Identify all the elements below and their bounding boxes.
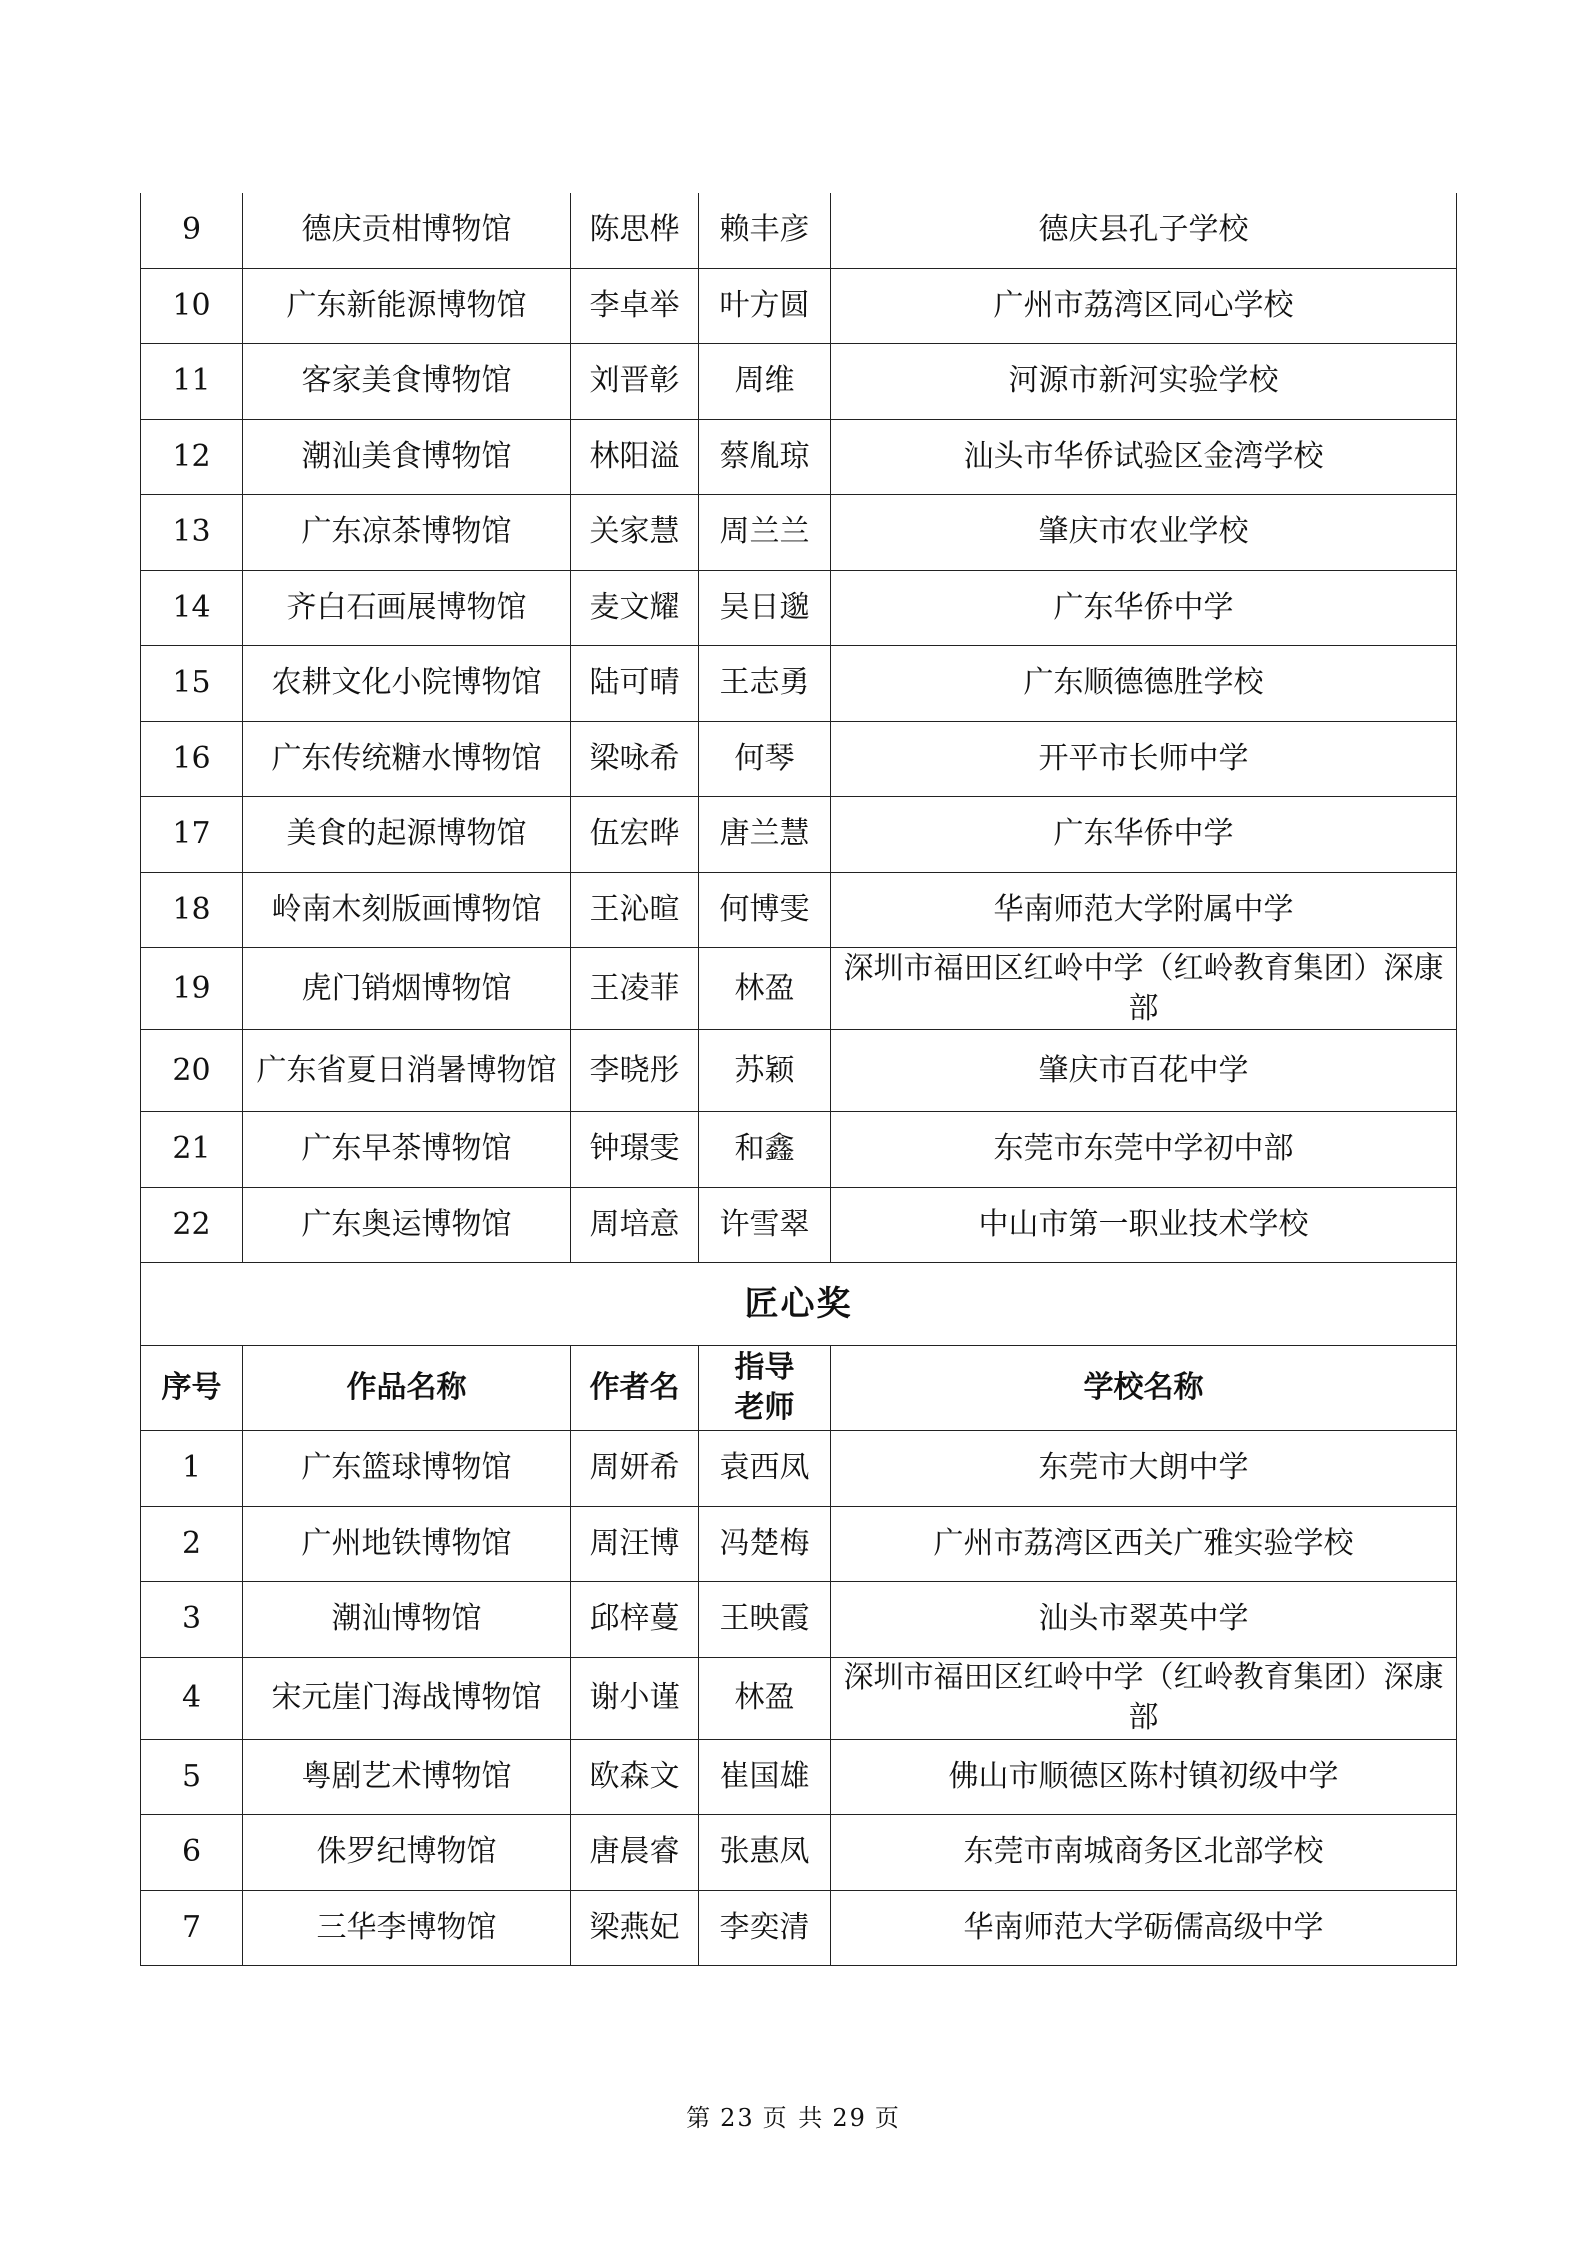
cell-work-title: 广东省夏日消暑博物馆 [243, 1030, 571, 1112]
table-row [141, 570, 1457, 646]
cell-work-title: 客家美食博物馆 [243, 344, 571, 420]
cell-school: 肇庆市农业学校 [831, 495, 1457, 571]
cell-work-title: 广东传统糖水博物馆 [243, 721, 571, 797]
table-row [141, 646, 1457, 722]
cell-number: 17 [141, 797, 243, 873]
cell-teacher: 王志勇 [699, 646, 831, 722]
cell-number: 3 [141, 1582, 243, 1658]
table-row [141, 344, 1457, 420]
table-row [141, 1582, 1457, 1658]
cell-number: 22 [141, 1187, 243, 1263]
table-row [141, 1890, 1457, 1966]
cell-school: 佛山市顺德区陈村镇初级中学 [831, 1739, 1457, 1815]
cell-teacher: 冯楚梅 [699, 1506, 831, 1582]
cell-number: 18 [141, 872, 243, 948]
cell-number: 19 [141, 948, 243, 1030]
table-row [141, 193, 1457, 268]
footer-prefix: 第 [686, 2104, 713, 2132]
cell-teacher: 林盈 [699, 1657, 831, 1739]
cell-teacher: 赖丰彦 [699, 193, 831, 268]
cell-teacher: 李奕清 [699, 1890, 831, 1966]
header-teacher: 指导老师 [699, 1346, 831, 1431]
cell-school: 华南师范大学砺儒高级中学 [831, 1890, 1457, 1966]
cell-school: 中山市第一职业技术学校 [831, 1187, 1457, 1263]
cell-school: 开平市长师中学 [831, 721, 1457, 797]
table-row [141, 721, 1457, 797]
cell-work-title: 齐白石画展博物馆 [243, 570, 571, 646]
cell-work-title: 三华李博物馆 [243, 1890, 571, 1966]
cell-work-title: 宋元崖门海战博物馆 [243, 1657, 571, 1739]
table-row [141, 1739, 1457, 1815]
awards-table-body [141, 193, 1457, 1966]
cell-teacher: 周兰兰 [699, 495, 831, 571]
cell-number: 20 [141, 1030, 243, 1112]
cell-author: 王凌菲 [571, 948, 699, 1030]
cell-number: 7 [141, 1890, 243, 1966]
cell-teacher: 崔国雄 [699, 1739, 831, 1815]
header-author: 作者名 [571, 1346, 699, 1431]
table-row [141, 1112, 1457, 1188]
cell-number: 9 [141, 193, 243, 268]
cell-number: 1 [141, 1431, 243, 1507]
cell-author: 麦文耀 [571, 570, 699, 646]
cell-author: 刘晋彰 [571, 344, 699, 420]
cell-work-title: 广东奥运博物馆 [243, 1187, 571, 1263]
cell-teacher: 和鑫 [699, 1112, 831, 1188]
table-row [141, 872, 1457, 948]
cell-school: 深圳市福田区红岭中学（红岭教育集团）深康部 [831, 1657, 1457, 1739]
cell-school: 广东顺德德胜学校 [831, 646, 1457, 722]
cell-number: 6 [141, 1815, 243, 1891]
cell-teacher: 王映霞 [699, 1582, 831, 1658]
cell-school: 汕头市翠英中学 [831, 1582, 1457, 1658]
cell-author: 关家慧 [571, 495, 699, 571]
cell-author: 梁咏希 [571, 721, 699, 797]
footer-middle: 页 共 [762, 2104, 825, 2132]
cell-school: 深圳市福田区红岭中学（红岭教育集团）深康部 [831, 948, 1457, 1030]
cell-teacher: 张惠凤 [699, 1815, 831, 1891]
cell-work-title: 美食的起源博物馆 [243, 797, 571, 873]
section-title: 匠心奖 [141, 1263, 1457, 1346]
cell-work-title: 岭南木刻版画博物馆 [243, 872, 571, 948]
cell-school: 广东华侨中学 [831, 570, 1457, 646]
cell-author: 欧森文 [571, 1739, 699, 1815]
header-school: 学校名称 [831, 1346, 1457, 1431]
table-row [141, 1431, 1457, 1507]
footer-current-page: 23 [720, 2104, 755, 2132]
cell-work-title: 广东新能源博物馆 [243, 268, 571, 344]
cell-number: 11 [141, 344, 243, 420]
cell-teacher: 吴日邈 [699, 570, 831, 646]
cell-teacher: 许雪翠 [699, 1187, 831, 1263]
table-row [141, 419, 1457, 495]
cell-school: 东莞市南城商务区北部学校 [831, 1815, 1457, 1891]
cell-author: 钟璟雯 [571, 1112, 699, 1188]
cell-number: 5 [141, 1739, 243, 1815]
cell-author: 伍宏晔 [571, 797, 699, 873]
cell-number: 14 [141, 570, 243, 646]
cell-work-title: 侏罗纪博物馆 [243, 1815, 571, 1891]
cell-work-title: 广州地铁博物馆 [243, 1506, 571, 1582]
cell-author: 王沁暄 [571, 872, 699, 948]
cell-author: 陆可晴 [571, 646, 699, 722]
cell-author: 邱梓蔓 [571, 1582, 699, 1658]
cell-teacher: 蔡胤琼 [699, 419, 831, 495]
cell-work-title: 广东凉茶博物馆 [243, 495, 571, 571]
cell-teacher: 叶方圆 [699, 268, 831, 344]
cell-school: 德庆县孔子学校 [831, 193, 1457, 268]
cell-teacher: 林盈 [699, 948, 831, 1030]
cell-school: 华南师范大学附属中学 [831, 872, 1457, 948]
cell-author: 周汪博 [571, 1506, 699, 1582]
table-row [141, 1506, 1457, 1582]
cell-school: 河源市新河实验学校 [831, 344, 1457, 420]
table-row [141, 797, 1457, 873]
cell-number: 15 [141, 646, 243, 722]
cell-work-title: 德庆贡柑博物馆 [243, 193, 571, 268]
cell-number: 13 [141, 495, 243, 571]
footer-suffix: 页 [874, 2104, 901, 2132]
cell-school: 东莞市东莞中学初中部 [831, 1112, 1457, 1188]
table-row [141, 948, 1457, 1030]
cell-number: 10 [141, 268, 243, 344]
cell-number: 16 [141, 721, 243, 797]
cell-author: 林阳溢 [571, 419, 699, 495]
cell-work-title: 广东早茶博物馆 [243, 1112, 571, 1188]
cell-teacher: 何琴 [699, 721, 831, 797]
cell-teacher: 苏颖 [699, 1030, 831, 1112]
cell-work-title: 虎门销烟博物馆 [243, 948, 571, 1030]
cell-number: 4 [141, 1657, 243, 1739]
cell-school: 广州市荔湾区同心学校 [831, 268, 1457, 344]
cell-school: 东莞市大朗中学 [831, 1431, 1457, 1507]
cell-school: 广州市荔湾区西关广雅实验学校 [831, 1506, 1457, 1582]
cell-school: 汕头市华侨试验区金湾学校 [831, 419, 1457, 495]
cell-teacher: 何博雯 [699, 872, 831, 948]
page-footer [0, 2098, 1587, 2133]
cell-work-title: 粤剧艺术博物馆 [243, 1739, 571, 1815]
table-row [141, 1815, 1457, 1891]
table-row [141, 495, 1457, 571]
header-work-title: 作品名称 [243, 1346, 571, 1431]
cell-work-title: 潮汕博物馆 [243, 1582, 571, 1658]
cell-author: 陈思桦 [571, 193, 699, 268]
cell-number: 2 [141, 1506, 243, 1582]
cell-work-title: 农耕文化小院博物馆 [243, 646, 571, 722]
awards-table [140, 193, 1457, 1966]
table-row [141, 1657, 1457, 1739]
table-row [141, 1030, 1457, 1112]
cell-author: 李晓彤 [571, 1030, 699, 1112]
cell-teacher: 周维 [699, 344, 831, 420]
cell-work-title: 潮汕美食博物馆 [243, 419, 571, 495]
cell-author: 唐晨睿 [571, 1815, 699, 1891]
cell-teacher: 唐兰慧 [699, 797, 831, 873]
cell-number: 12 [141, 419, 243, 495]
cell-author: 周妍希 [571, 1431, 699, 1507]
cell-teacher: 袁西凤 [699, 1431, 831, 1507]
section-title-row [141, 1263, 1457, 1346]
cell-number: 21 [141, 1112, 243, 1188]
cell-author: 谢小谨 [571, 1657, 699, 1739]
table-row [141, 268, 1457, 344]
cell-work-title: 广东篮球博物馆 [243, 1431, 571, 1507]
cell-school: 广东华侨中学 [831, 797, 1457, 873]
cell-school: 肇庆市百花中学 [831, 1030, 1457, 1112]
table-row [141, 1187, 1457, 1263]
cell-author: 李卓举 [571, 268, 699, 344]
cell-author: 周培意 [571, 1187, 699, 1263]
cell-author: 梁燕妃 [571, 1890, 699, 1966]
table-header-row [141, 1346, 1457, 1431]
footer-total-pages: 29 [832, 2104, 867, 2132]
header-number: 序号 [141, 1346, 243, 1431]
